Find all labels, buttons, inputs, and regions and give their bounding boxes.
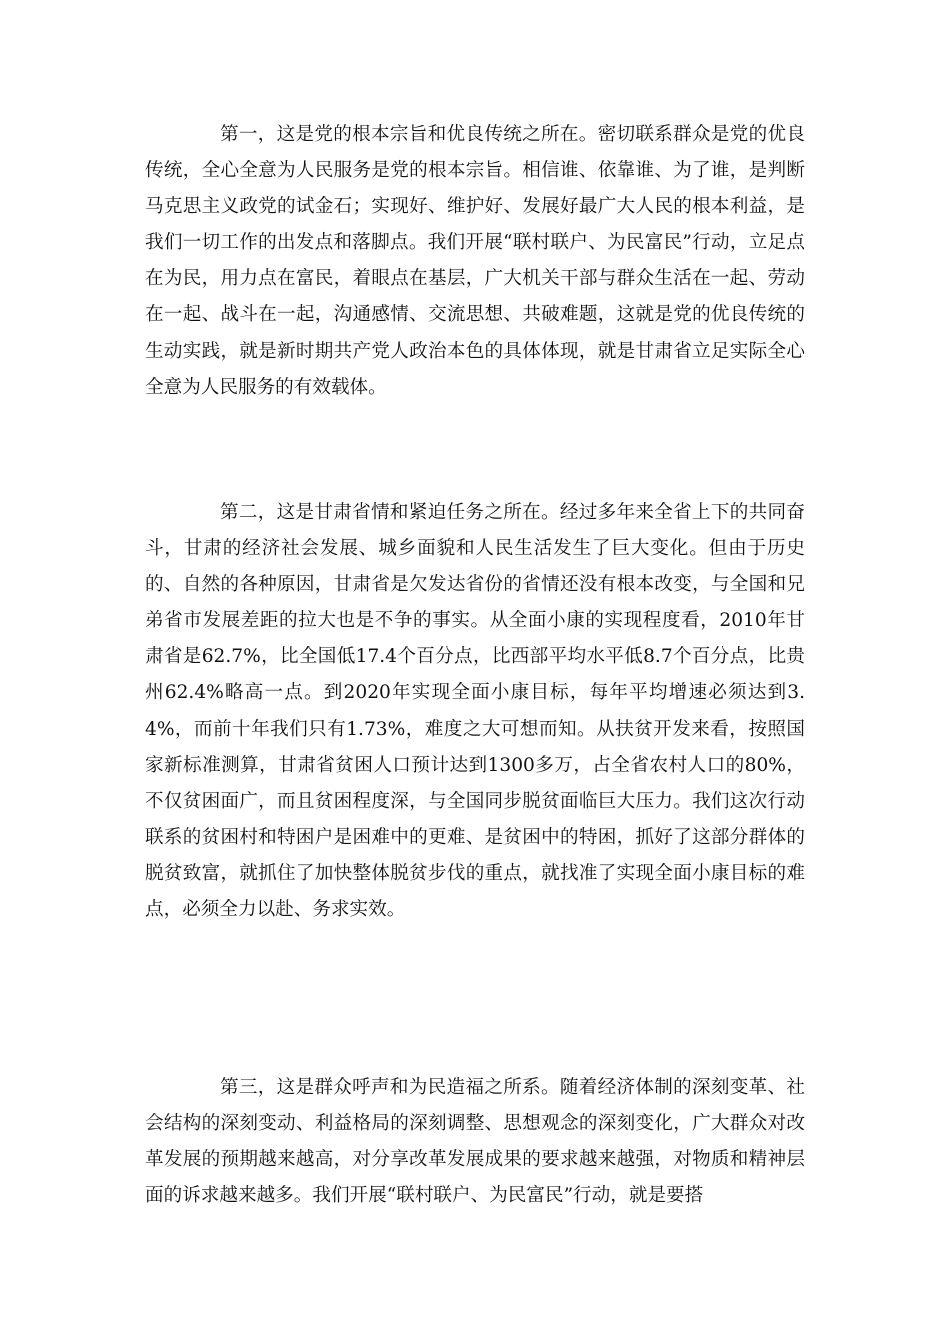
paragraph-2: 第二，这是甘肃省情和紧迫任务之所在。经过多年来全省上下的共同奋斗，甘肃的经济社会发展、城乡面貌和人民生活发生了巨大变化。但由于历史的、自然的各种原因，甘肃省是欠发达省份的省情还没有根本改变，与全国和兄弟省市发展差距的拉大也是不争的事实。从全面小康的实现程度看，2010年甘肃省是62.7%，比全国低17.4个百分点，比西部平均水平低8.7个百分点，比贵州62.4%略高一点。到2020年实现全面小康目标，每年平均增速必须达到3.4%，而前十年我们只有1.73%，难度之大可想而知。从扶贫开发来看，按照国家新标准测算，甘肃省贫困人口预计达到1300多万，占全省农村人口的80%，不仅贫困面广，而且贫困程度深，与全国同步脱贫面临巨大压力。我们这次行动联系的贫困村和特困户是困难中的更难、是贫困中的特困，抓好了这部分群体的脱贫致富，就抓住了加快整体脱贫步伐的重点，就找准了实现全面小康目标的难点，必须全力以赴、务求实效。 — [145, 502, 805, 921]
paragraph-3: 第三，这是群众呼声和为民造福之所系。随着经济体制的深刻变革、社会结构的深刻变动、利益格局的深刻调整、思想观念的深刻变化，广大群众对改革发展的预期越来越高，对分享改革发展成果的要求越来越强，对物质和精神层面的诉求越来越多。我们开展“联村联户、为民富民”行动，就是要搭 — [145, 1077, 805, 1207]
paragraph-1: 第一，这是党的根本宗旨和优良传统之所在。密切联系群众是党的优良传统，全心全意为人民服务是党的根本宗旨。相信谁、依靠谁、为了谁，是判断马克思主义政党的试金石；实现好、维护好、发展好最广大人民的根本利益，是我们一切工作的出发点和落脚点。我们开展“联村联户、为民富民”行动，立足点在为民，用力点在富民，着眼点在基层，广大机关干部与群众生活在一起、劳动在一起、战斗在一起，沟通感情、交流思想、共破难题，这就是党的优良传统的生动实践，就是新时期共产党人政治本色的具体体现，就是甘肃省立足实际全心全意为人民服务的有效载体。 — [145, 124, 805, 398]
